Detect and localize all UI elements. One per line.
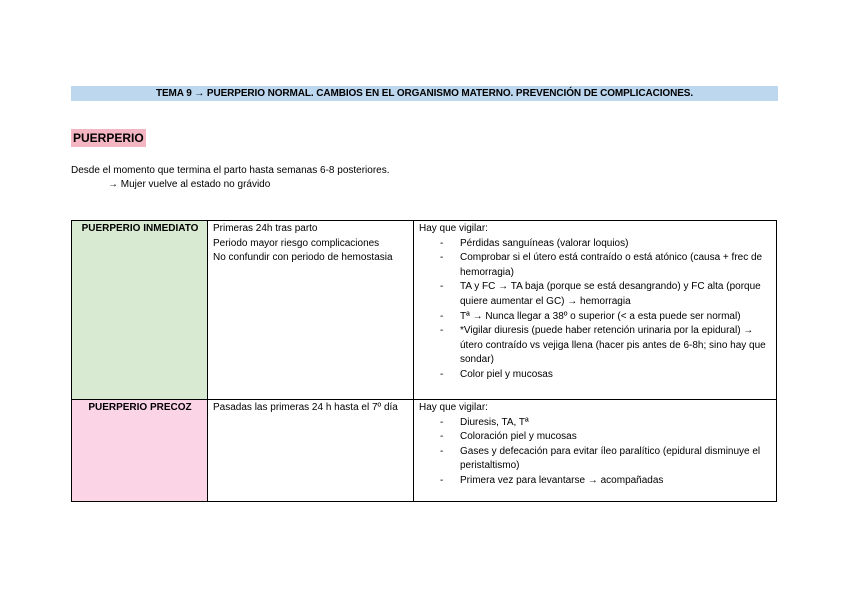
desc-line: Periodo mayor riesgo complicaciones	[213, 237, 380, 249]
row-vigilar	[414, 221, 777, 400]
list-item: - TA y FC → TA baja (porque se está desangrando) y FC alta (porque quiere aumentar el GC) → hemorragia	[460, 280, 772, 309]
row-description	[208, 400, 414, 502]
desc-line: No confundir con periodo de hemostasia	[213, 252, 393, 264]
row-description	[208, 221, 414, 400]
desc-line: Primeras 24h tras parto	[213, 223, 318, 234]
list-item: - Color piel y mucosas	[460, 368, 772, 383]
list-item: - Comprobar si el útero está contraído o está atónico (causa + frec de hemorragia)	[460, 251, 772, 280]
desc-line: Pasadas las primeras 24 h hasta el 7º día	[213, 402, 398, 413]
table-row	[72, 221, 777, 400]
row-vigilar	[414, 400, 777, 502]
vigilar-list	[419, 416, 772, 489]
list-item: - Primera vez para levantarse → acompañadas	[460, 474, 772, 489]
vigilar-list	[419, 237, 772, 383]
list-item: - Pérdidas sanguíneas (valorar loquios)	[460, 237, 772, 252]
list-item: - Gases y defecación para evitar íleo paralítico (epidural disminuye el peristaltismo)	[460, 445, 772, 474]
intro-text: Desde el momento que termina el parto hasta semanas 6-8 posteriores.	[71, 165, 390, 176]
document-title: TEMA 9 → PUERPERIO NORMAL. CAMBIOS EN EL ORGANISMO MATERNO. PREVENCIÓN DE COMPLICACIONES.	[71, 86, 778, 101]
row-label: PUERPERIO PRECOZ	[72, 400, 208, 502]
intro-subtext: → Mujer vuelve al estado no grávido	[108, 179, 271, 190]
vigilar-title: Hay que vigilar:	[419, 402, 488, 413]
list-item: - Diuresis, TA, Tª	[460, 416, 772, 431]
row-label: PUERPERIO INMEDIATO	[72, 221, 208, 400]
intro-paragraph	[71, 164, 390, 192]
table-row	[72, 400, 777, 502]
list-item: - *Vigilar diuresis (puede haber retención urinaria por la epidural) → útero contraído vs vejiga llena (hacer pis antes de 6-8h; sino hay que sondar)	[460, 324, 772, 368]
section-heading: PUERPERIO	[73, 131, 144, 145]
puerperio-table	[71, 220, 777, 502]
vigilar-title: Hay que vigilar:	[419, 223, 488, 234]
list-item: - Tª → Nunca llegar a 38º o superior (< a esta puede ser normal)	[460, 310, 772, 325]
list-item: - Coloración piel y mucosas	[460, 430, 772, 445]
